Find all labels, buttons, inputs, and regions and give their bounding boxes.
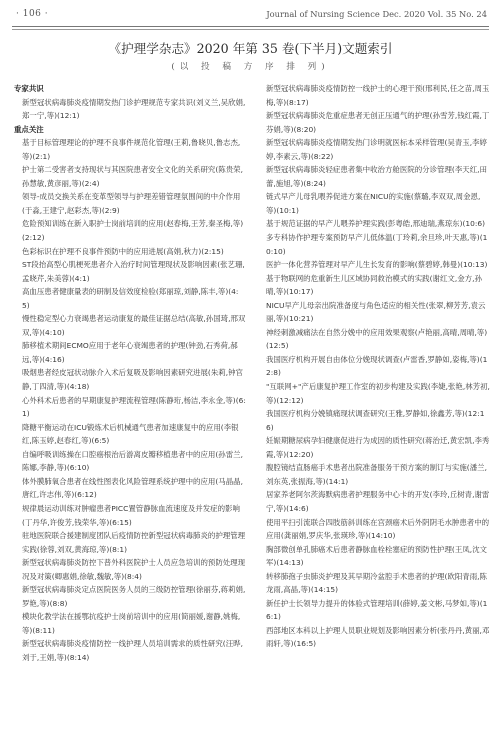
index-entry: 危险预知训练在新入职护士岗前培训的应用(赵春梅,王芳,秦圣梅,等)(2:12) (22, 219, 244, 243)
index-entry: 规律晨运动训练对肿瘤患者PICC置管静脉血流速度及并发症的影响(丁丹华,许俊芳,钱荣华,等)(6:15) (22, 503, 240, 527)
index-entry: 模块化教学法在援鄂抗疫护士岗前培训中的应用(简丽媛,谢静,姚梅,等)(8:11) (22, 612, 241, 635)
index-entry: 使用平扫引流联合四肢筋斜训练在宫颈癌术后外阴阴毛水肿患者中的应用(龚丽娟,罗庆华,张瑛珍,等)(14:10) (266, 517, 490, 541)
index-entry: 高血压患者健康量表的研制及信效度检验(郑丽琼,刘静,陈丰,等)(4:5) (22, 287, 239, 310)
index-entry: 新型冠状病毒肺炎疫情期发热门诊明就医标本采样管理(吴青玉,李婷婷,李素云,等)(8:22) (266, 138, 487, 161)
header-divider (12, 26, 489, 27)
index-entry: 医护一体化营养管理对早产儿生长发育的影响(蔡碧婷,韩曼)(10:13) (266, 260, 488, 270)
index-entry: 自编呼吸训练操在口腔癌根治后游离皮瓣移植患者中的应用(孙雷兰,陈娜,李静,等)(6:10) (22, 449, 243, 473)
index-entry: ST段抬高型心肌梗死患者介入治疗时间管理现状及影响因素(张艺珊,孟晓芹,朱美蓉)(4:1) (22, 260, 245, 283)
index-entry: 体外膜肺氧合患者在线性图表化风险管理系统护理中的应用(马晶晶,唐红,许志伟,等)(6:12) (22, 476, 243, 500)
index-entry: 新型冠状病毒肺炎疫情期发热门诊护理规范专家共识(刘义兰,吴欣娟,郑一宁,等)(12:1) (22, 97, 246, 121)
index-entry: 我国医疗机构分娩镇痛现状调查研究(王雅,罗静如,徐鑫芳,等)(12:16) (266, 409, 485, 432)
index-entry: 西部地区本科以上护理人员职业规划及影响因素分析(张丹丹,黄丽,邓雨轩,等)(16:5) (266, 625, 490, 649)
index-entry: 新任护士长领导力提升的体验式管理培训(薛婷,姜文彬,马梦如,等)(16:1) (266, 598, 488, 622)
index-entry: 链式早产儿母乳喂养促进方案在NICU的实施(蔡璐,李双双,周金恩,等)(10:1) (266, 192, 481, 215)
running-header (14, 6, 487, 22)
header-divider-secondary (12, 29, 489, 30)
index-entry: NICU早产儿母亲出院准备度与角色适应的相关性(张翠,柳芳芳,袁云丽,等)(10:21) (266, 300, 486, 324)
section-heading-key-focus: 重点关注 (14, 124, 44, 134)
index-entry: 转移肺孢子虫肺炎护理及其早期冷盆腔手术患者的护理(欧阳青雨,陈龙雨,高晶,等)(14:15) (266, 571, 487, 595)
index-entry: 色彩标识在护理不良事件预防中的应用进展(高娟,秋力)(2:15) (22, 246, 224, 256)
index-entry: 新型冠状病毒肺炎防控下普外科医院护士人员应急培训的预防处理现况及对策(卿惠娟,徐敏,魏敏,等)(8:4) (22, 558, 246, 581)
index-title: 《护理学杂志》2020 年第 35 卷(下半月)文题索引 (108, 41, 393, 56)
index-entry: 腹腔镜结直肠癌手术患者出院准备服务干预方案的制订与实施(潘兰,刘东英,张振海,等)(14:1) (266, 463, 487, 486)
index-entry: 基于目标管理理论的护理不良事件规范化管理(王莉,鲁晓贝,鲁志杰,等)(2:1) (22, 138, 241, 161)
left-column (14, 82, 246, 665)
index-entry: 新型冠状病毒肺炎定点医院医务人员的三级防控管理(徐丽芬,蒋莉娟,罗艳,等)(8:8) (22, 585, 246, 608)
index-entry: "互联网+"产后康复护理工作室的初步构建及实践(李婕,张艳,林芳初,等)(12:12) (266, 382, 490, 405)
index-entry: 吸烟患者经皮冠状动脉介入术后复吸及影响因素研究进展(朱莉,钟官静,丁四清,等)(4:18) (22, 368, 243, 392)
index-entry: 居家养老阿尔茨海默病患者护理服务中心卡的开发(李玲,丘树青,谢雷宁,等)(14:6) (266, 490, 490, 513)
index-entry: 肺移植术期间ECMO应用于老年心衰竭患者的护理(钟劲,石秀荷,郝远,等)(4:16) (22, 341, 238, 364)
right-column (258, 82, 490, 651)
index-entry: 新型冠状病毒肺炎轻症患者集中收治方舱医院的分诊管理(李天红,田蕾,施旭,等)(8:24) (266, 165, 487, 188)
index-entry: 妊娠期糖尿病孕妇健康促进行为成因的质性研究(蒋治迁,黄宏凯,李秀霞,等)(12:20) (266, 436, 490, 459)
section-heading-expert-consensus: 专家共识 (14, 84, 44, 93)
journal-info: Journal of Nursing Science Dec. 2020 Vol. 35 No. 24 (266, 9, 487, 19)
index-entry: 新型冠状病毒肺炎疫情防控一线护理人员培训需求的质性研究(汪晔,刘于,王娟,等)(8:14) (22, 639, 243, 662)
index-entry: 领导-成员交换关系在变革型领导与护理差错管理氛围间的中介作用(于淼,王建宁,赵彩杰,等)(2:9) (22, 192, 241, 215)
index-entry: 基于规范证据的早产儿喂养护理实践(彭粤皓,邢迪瑞,燕琼东)(10:6) (266, 219, 485, 229)
index-entry: 我国医疗机构开展自由体位分娩现状调查(卢雷香,罗静如,姿梅,等)(12:8) (266, 354, 488, 378)
index-entry: 护士第二受害者支持现状与其医院患者安全文化的关系研究(陈贵荣,孙慧敏,黄彦丽,等)(2:4) (22, 165, 243, 188)
index-entry: 驻地医院联合援建制度团队后疫情防控新型冠状病毒肺炎的护理管理实践(徐蓉,刘双,黄海琼,等)(8:1) (22, 531, 246, 554)
index-entry: 降糖平衡运动在ICU锻炼术后机械通气患者加速康复中的应用(李银红,陈玉婷,赵春红,等)(6:5) (22, 422, 239, 446)
index-entry: 基于物联网的危重新生儿区域协同救治模式的实践(谢红文,金方,孙晴,等)(10:17) (266, 273, 482, 297)
index-entry: 新型冠状病毒肺炎危重症患者无创正压通气的护理(孙雪芳,钱红霞,丁芬娟,等)(8:20) (266, 111, 490, 134)
index-entry: 新型冠状病毒肺炎疫情防控一线护士的心理干预(邢利民,任之苗,周玉梅,等)(8:17) (266, 84, 490, 107)
index-entry: 慢性稳定型心力衰竭患者运动康复的最佳证据总结(高敏,孙国琦,邢双双,等)(4:10) (22, 314, 246, 337)
index-subtitle: (以 投 稿 方 序 排 列) (171, 62, 330, 72)
page-number: · 106 · (16, 9, 49, 19)
index-entry: 神经刺激减痛法在自然分娩中的应用效果观察(卢艳丽,高晴,周晴,等)(12:5) (266, 327, 488, 351)
index-entry: 多专科协作护理专案预防早产儿低体温(丁玲莉,余旦珍,叶天惠,等)(10:10) (266, 233, 488, 256)
index-entry: 胸部微创单孔肺癌术后患者静脉血栓栓塞症的预防性护理(王凤,沈文军)(14:13) (266, 544, 487, 568)
index-entry: 心外科术后患者的早期康复护理流程管理(陈静珩,杨洁,李永金,等)(6:1) (22, 395, 246, 419)
